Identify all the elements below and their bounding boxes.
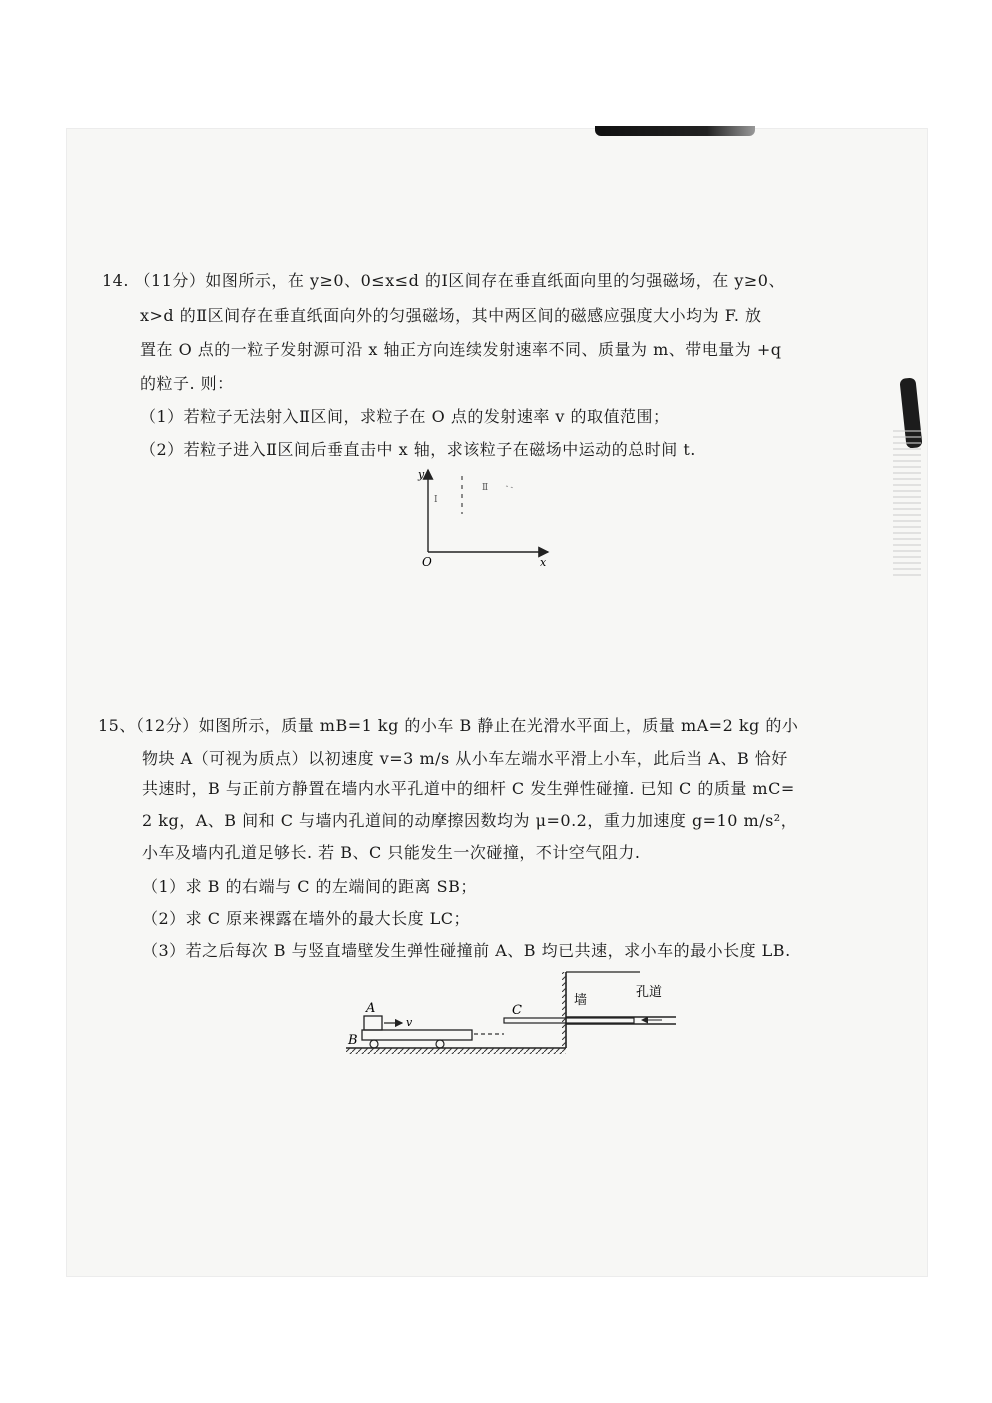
scan-edge-noise — [893, 430, 921, 580]
q14-line-4: 的粒子. 则： — [140, 374, 234, 393]
region-2-label: Ⅱ — [482, 483, 489, 493]
label-b: B — [348, 1033, 358, 1048]
label-channel: 孔道 — [636, 985, 663, 1000]
q15-sub-1: （1）求 B 的右端与 C 的左端间的距离 SB； — [142, 877, 477, 896]
cart-b — [362, 1030, 472, 1040]
y-label: y — [418, 468, 425, 481]
label-v: v — [406, 1016, 413, 1029]
region-2-mark — [506, 486, 514, 488]
q14-line-2: x>d 的Ⅱ区间存在垂直纸面向外的匀强磁场，其中两区间的磁感应强度大小均为 F. 放 — [140, 306, 762, 325]
q15-sub-2: （2）求 C 原来裸露在墙外的最大长度 LC； — [142, 909, 471, 928]
q15-line-1: 15、（12分）如图所示，质量 mB=1 kg 的小车 B 静止在光滑水平面上，质量 mA=2 kg 的小 — [98, 716, 799, 735]
q14-sub-2: （2）若粒子进入Ⅱ区间后垂直击中 x 轴，求该粒子在磁场中运动的总时间 t. — [140, 440, 696, 459]
q15-line-3: 共速时，B 与正前方静置在墙内水平孔道中的细杆 C 发生弹性碰撞. 已知 C 的质量 mC= — [142, 779, 795, 798]
origin-label: O — [422, 555, 432, 569]
q15-line-5: 小车及墙内孔道足够长. 若 B、C 只能发生一次碰撞，不计空气阻力. — [142, 843, 641, 862]
q15-line-4: 2 kg，A、B 间和 C 与墙内孔道间的动摩擦因数均为 μ=0.2，重力加速度 g=10 m/s²， — [142, 811, 798, 830]
label-c: C — [512, 1003, 522, 1018]
q15-sub-3: （3）若之后每次 B 与竖直墙壁发生弹性碰撞前 A、B 均已共速，求小车的最小长度 LB. — [142, 941, 791, 960]
cart-wheel-right — [436, 1040, 444, 1048]
q15-figure — [340, 968, 680, 1060]
wall-hatch — [562, 972, 566, 1048]
q14-line-1: 14. （11分）如图所示，在 y≥0、0≤x≤d 的Ⅰ区间存在垂直纸面向里的匀强磁场，在 y≥0、 — [102, 271, 785, 290]
block-a — [364, 1016, 382, 1030]
rod-c — [504, 1018, 634, 1023]
scan-top-mark — [595, 126, 755, 136]
label-a: A — [366, 1001, 376, 1016]
q15-line-2: 物块 A（可视为质点）以初速度 v=3 m/s 从小车左端水平滑上小车，此后当 A、B 恰好 — [142, 749, 788, 768]
ground-hatch — [346, 1048, 566, 1054]
q14-sub-1: （1）若粒子无法射入Ⅱ区间，求粒子在 O 点的发射速率 v 的取值范围； — [140, 407, 670, 426]
cart-wheel-left — [370, 1040, 378, 1048]
label-wall: 墙 — [574, 993, 588, 1008]
paper-sheet — [66, 128, 928, 1277]
q14-line-3: 置在 O 点的一粒子发射源可沿 x 轴正方向连续发射速率不同、质量为 m、带电量为 +q — [140, 340, 782, 359]
x-label: x — [540, 556, 547, 569]
region-1-label: Ⅰ — [434, 495, 438, 505]
q14-figure — [410, 462, 570, 574]
